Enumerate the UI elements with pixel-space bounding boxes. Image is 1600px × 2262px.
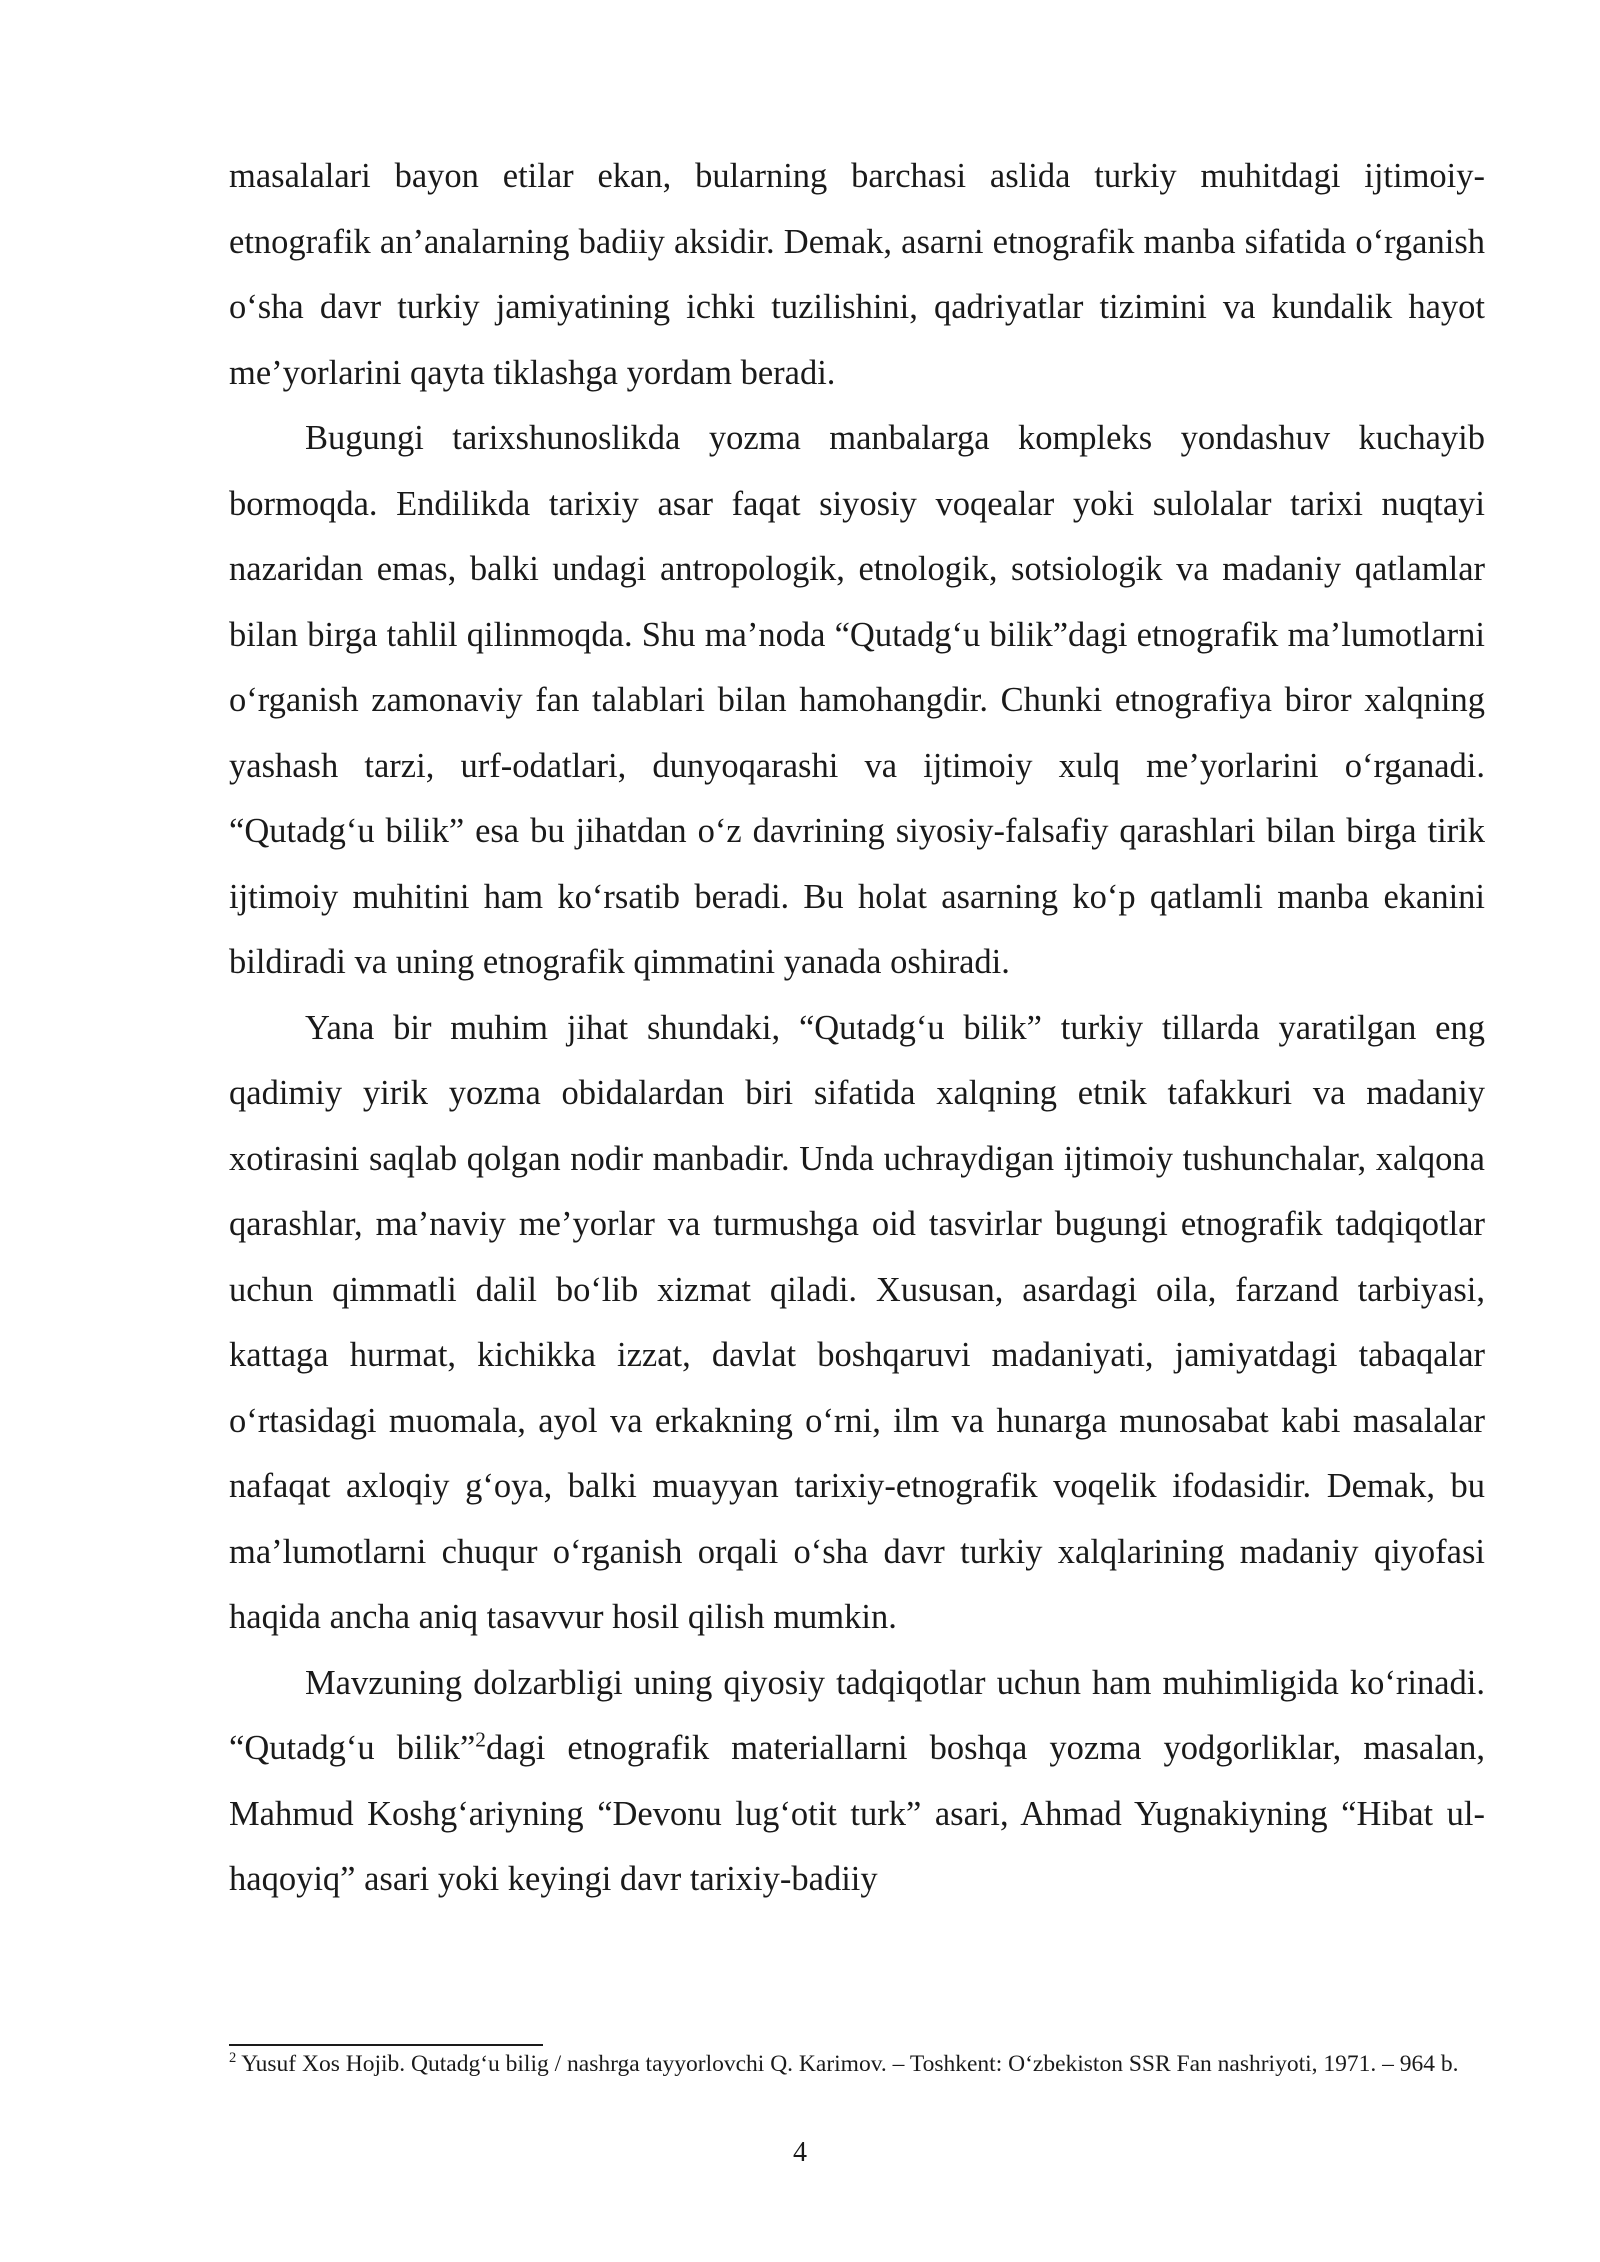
paragraph [229,1651,1485,1913]
paragraph: Yana bir muhim jihat shundaki, “Qutadg‘u bilik” turkiy tillarda yaratilgan eng qadimiy yirik yozma obidalardan biri sifatida xalqning etnik tafakkuri va madaniy xotirasini saqlab qolgan nodir manbadir. Unda uchraydigan ijtimoiy tushunchalar, xalqona qarashlar, ma’naviy me’yorlar va turmushga oid tasvirlar bugungi etnografik tadqiqotlar uchun qimmatli dalil bo‘lib xizmat qiladi. Xususan, asardagi oila, farzand tarbiyasi, kattaga hurmat, kichikka izzat, davlat boshqaruvi madaniyati, jamiyatdagi tabaqalar o‘rtasidagi muomala, ayol va erkakning o‘rni, ilm va hunarga munosabat kabi masalalar nafaqat axloqiy g‘oya, balki muayyan tarixiy-etnografik voqelik ifodasidir. Demak, bu ma’lumotlarni chuqur o‘rganish orqali o‘sha davr turkiy xalqlarining madaniy qiyofasi haqida ancha aniq tasavvur hosil qilish mumkin. [229,1008,1485,1636]
body-text [229,144,1485,1913]
footnote-text: Yusuf Xos Hojib. Qutadg‘u bilig / nashrga tayyorlovchi Q. Karimov. – Toshkent: O‘zbekiston SSR Fan nashriyoti, 1971. – 964 b. [236,2051,1459,2077]
footnote-marker: 2 [229,2050,237,2067]
footnote-reference: 2 [475,1727,486,1752]
paragraph-continuation: masalalari bayon etilar ekan, bularning barchasi aslida turkiy muhitdagi ijtimoiy-etnografik an’analarning badiiy aksidir. Demak, asarni etnografik manba sifatida o‘rganish o‘sha davr turkiy jamiyatining ichki tuzilishini, qadriyatlar tizimini va kundalik hayot me’yorlarini qayta tiklashga yordam beradi. [229,157,1485,392]
paragraph-text-after-footnote: dagi etnografik materiallarni boshqa yozma yodgorliklar, masalan, Mahmud Koshg‘ariyning “Devonu lug‘otit turk” asari, Ahmad Yugnakiyning “Hibat ul-haqoyiq” asari yoki keyingi davr tarixiy-badiiy [229,1729,1485,1898]
footnote-separator [229,2044,543,2046]
paragraph-text-before-footnote: Mavzuning dolzarbligi uning qiyosiy tadqiqotlar uchun ham muhimligida ko‘rinadi. “Qutadg‘u bilik” [229,1663,1485,1767]
page-number: 4 [793,2137,807,2168]
footnote [229,2049,1485,2080]
paragraph: Bugungi tarixshunoslikda yozma manbalarga kompleks yondashuv kuchayib bormoqda. Endilikda tarixiy asar faqat siyosiy voqealar yoki sulolalar tarixi nuqtayi nazaridan emas, balki undagi antropologik, etnologik, sotsiologik va madaniy qatlamlar bilan birga tahlil qilinmoqda. Shu ma’noda “Qutadg‘u bilik”dagi etnografik ma’lumotlarni o‘rganish zamonaviy fan talablari bilan hamohangdir. Chunki etnografiya biror xalqning yashash tarzi, urf-odatlari, dunyoqarashi va ijtimoiy xulq me’yorlarini o‘rganadi. “Qutadg‘u bilik” esa bu jihatdan o‘z davrining siyosiy-falsafiy qarashlari bilan birga tirik ijtimoiy muhitini ham ko‘rsatib beradi. Bu holat asarning ko‘p qatlamli manba ekanini bildiradi va uning etnografik qimmatini yanada oshiradi. [229,419,1485,981]
